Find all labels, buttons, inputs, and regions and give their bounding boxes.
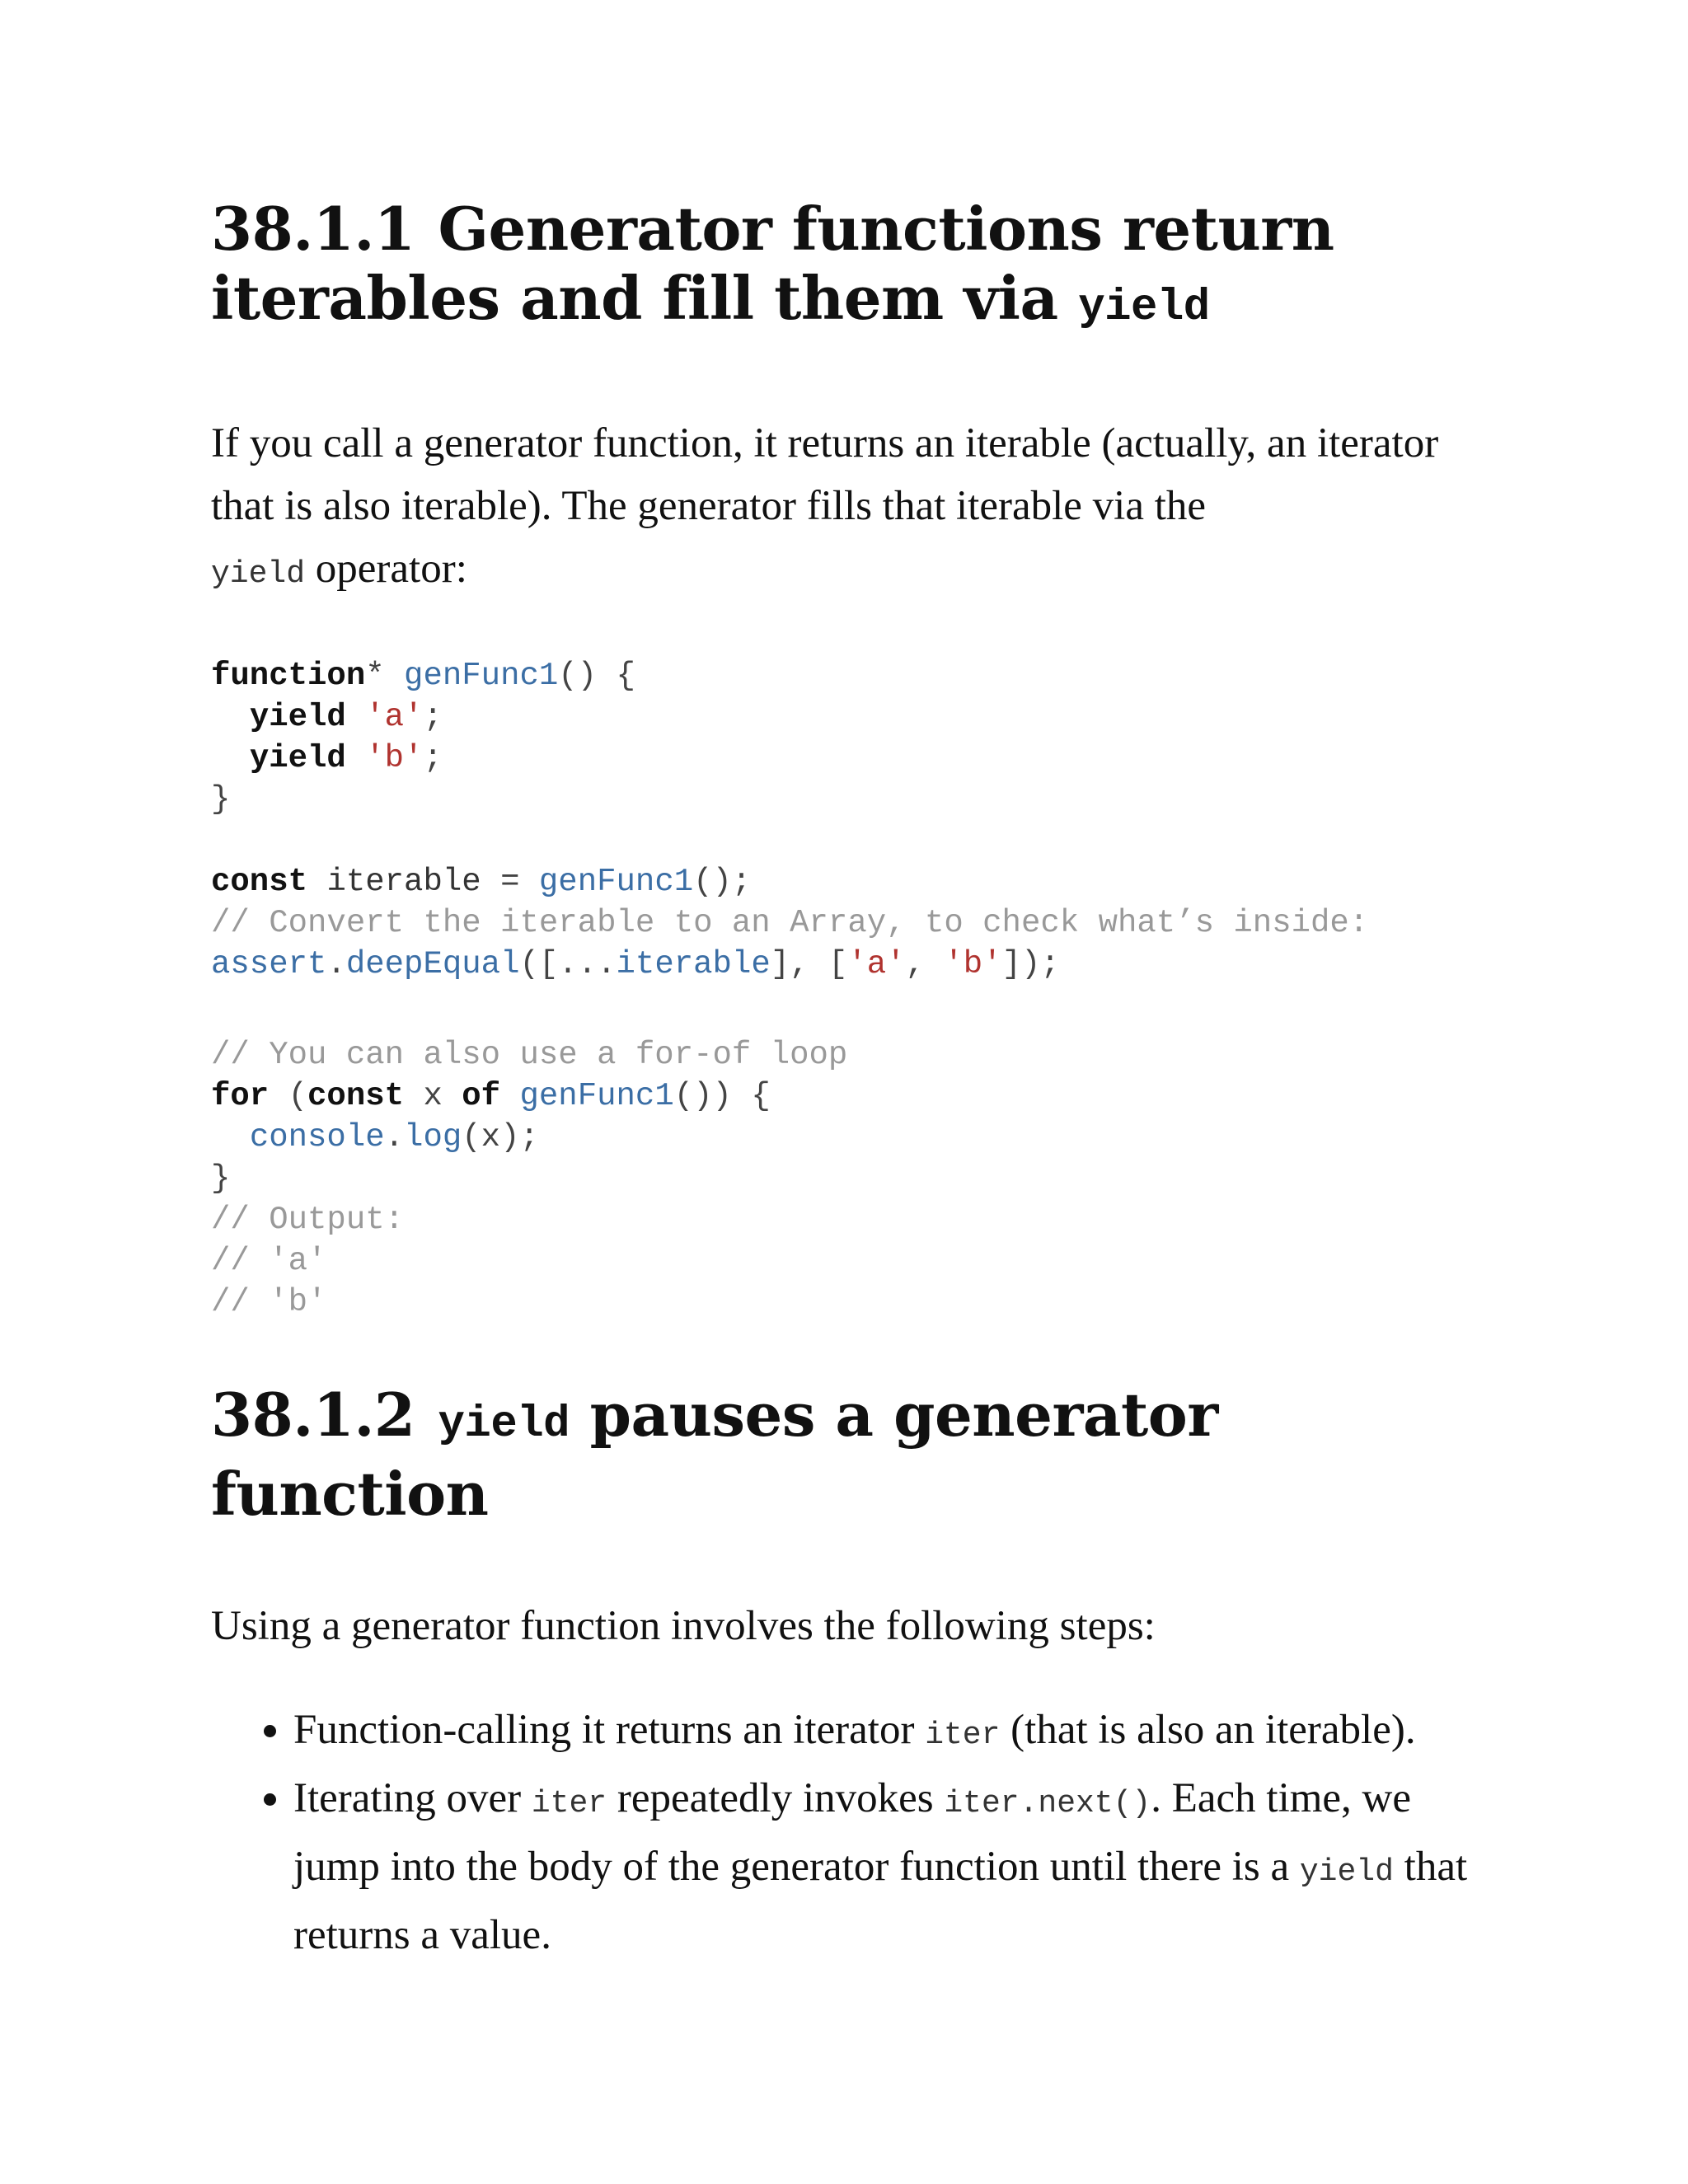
list-item-text: (that is also an iterable). bbox=[1000, 1707, 1416, 1753]
paragraph-text: operator: bbox=[305, 546, 467, 592]
inline-code: iter bbox=[531, 1786, 607, 1821]
code-block: function* genFunc1() { yield 'a'; yield 'b'; } const iterable = genFunc1(); // Convert the iterable to an Array, to check what’s inside: assert.deepEqual([...iterable], ['a', 'b']); // You can also use a for-of loop for (const x of genFunc1()) { console.log(x); } // Output: // 'a' // 'b' bbox=[211, 658, 1369, 1320]
code-keyword: of bbox=[462, 1078, 501, 1114]
section-number: 38.1.1 bbox=[211, 194, 415, 264]
heading-text: pauses a generator function bbox=[211, 1380, 1218, 1529]
code-identifier: assert bbox=[211, 946, 327, 982]
code-comment: // Convert the iterable to an Array, to check what’s inside: bbox=[211, 905, 1369, 941]
code-keyword: yield bbox=[249, 699, 346, 735]
code-keyword: yield bbox=[249, 740, 346, 776]
code-comment: // Output: bbox=[211, 1202, 405, 1238]
code-string: 'a' bbox=[847, 946, 906, 982]
code-string: 'a' bbox=[365, 699, 424, 735]
heading-code: yield bbox=[438, 1399, 570, 1450]
list-item-text: . Each time, we jump into the body of the generator function until there is a bbox=[293, 1775, 1412, 1890]
code-comment: // 'a' bbox=[211, 1243, 327, 1279]
code-identifier: genFunc1 bbox=[519, 1078, 674, 1114]
code-punct: * bbox=[365, 658, 385, 694]
paragraph-text: If you call a generator function, it returns an iterable (actually, an iterator that is also iterable). The generator fills that iterable via the bbox=[211, 420, 1439, 529]
inline-code: yield bbox=[211, 556, 306, 592]
document-page bbox=[211, 194, 1480, 1966]
heading-text: iterables and fill them via bbox=[211, 263, 1079, 333]
steps-intro-paragraph: Using a generator function involves the following steps: bbox=[211, 1603, 1156, 1649]
code-comment: // You can also use a for-of loop bbox=[211, 1037, 848, 1073]
code-identifier: log bbox=[404, 1119, 462, 1155]
code-keyword: for bbox=[211, 1078, 270, 1114]
list-item-text: Iterating over bbox=[293, 1775, 532, 1821]
list-item-text: that returns a value. bbox=[293, 1844, 1468, 1958]
code-identifier: genFunc1 bbox=[538, 864, 694, 900]
code-keyword: const bbox=[307, 1078, 405, 1114]
heading-code: yield bbox=[1078, 283, 1210, 333]
code-keyword: const bbox=[211, 864, 308, 900]
code-identifier: genFunc1 bbox=[404, 658, 559, 694]
code-identifier: console bbox=[249, 1119, 385, 1155]
inline-code: iter.next() bbox=[944, 1786, 1151, 1821]
section-heading-38-1-2 bbox=[211, 1380, 1480, 1529]
steps-list bbox=[211, 1699, 1480, 1966]
inline-code: yield bbox=[1299, 1854, 1394, 1890]
list-item bbox=[293, 1767, 1480, 1966]
inline-code: iter bbox=[925, 1718, 1001, 1753]
intro-paragraph bbox=[211, 412, 1480, 606]
heading-text: Generator functions return bbox=[438, 194, 1334, 264]
list-item bbox=[293, 1699, 1480, 1767]
section-number: 38.1.2 bbox=[211, 1380, 415, 1450]
code-keyword: function bbox=[211, 658, 366, 694]
code-identifier: deepEqual bbox=[345, 946, 520, 982]
code-identifier: iterable bbox=[326, 864, 481, 900]
section-heading-38-1-1 bbox=[211, 194, 1480, 343]
list-item-text: Function-calling it returns an iterator bbox=[293, 1707, 926, 1753]
code-string: 'b' bbox=[944, 946, 1002, 982]
list-item-text: repeatedly invokes bbox=[607, 1775, 945, 1821]
code-string: 'b' bbox=[365, 740, 424, 776]
code-comment: // 'b' bbox=[211, 1284, 327, 1320]
code-identifier: iterable bbox=[616, 946, 771, 982]
